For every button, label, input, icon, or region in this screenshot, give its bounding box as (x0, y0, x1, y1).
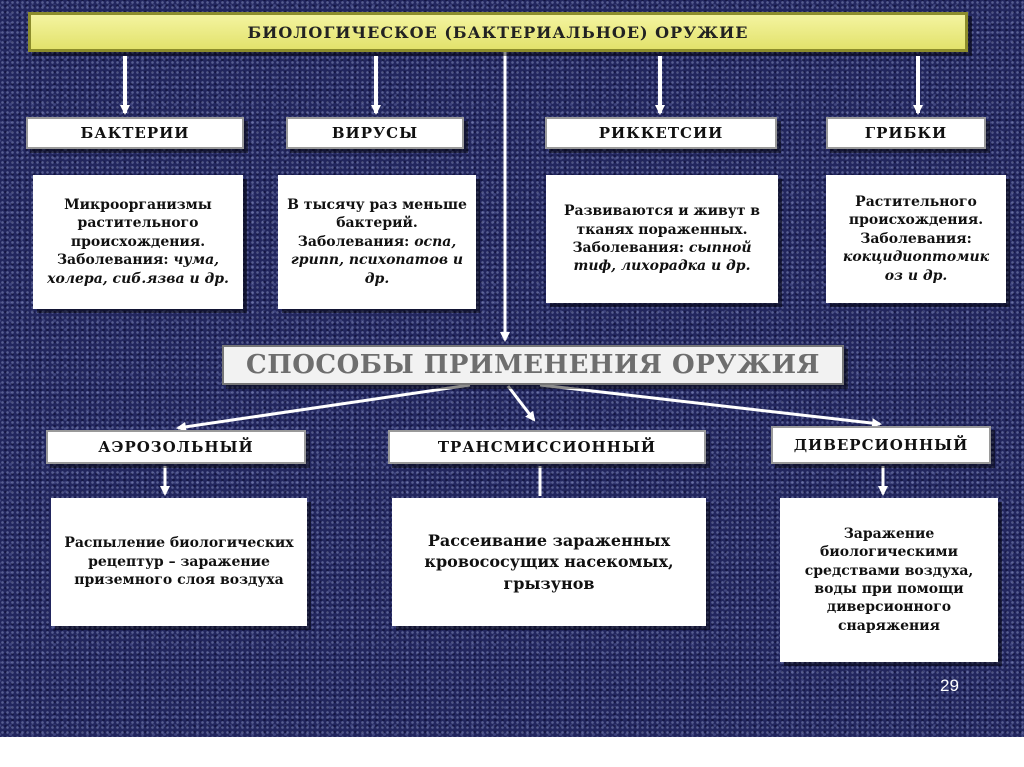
page-number: 29 (940, 676, 959, 695)
header-aerosol: АЭРОЗОЛЬНЫЙ (46, 430, 306, 464)
desc-rickettsia: Развиваются и живут в тканях пораженных. Заболевания: сыпной тиф, лихорадка и др. (546, 175, 778, 303)
desc-transmission: Рассеивание зараженных кровососущих насекомых, грызунов (392, 498, 706, 626)
desc-bacteria: Микроорганизмы растительного происхождения. Заболевания: чума, холера, сиб.язва и др. (33, 175, 243, 309)
header-rickettsia: РИККЕТСИИ (545, 117, 777, 149)
desc-fungi: Растительного происхождения. Заболевания: кокцидиоптомик оз и др. (826, 175, 1006, 303)
desc-viruses: В тысячу раз меньше бактерий. Заболевания: оспа, грипп, психопатов и др. (278, 175, 476, 309)
desc-diversion: Заражение биологическими средствами воздуха, воды при помощи диверсионного снаряжения (780, 498, 998, 662)
header-transmission: ТРАНСМИССИОННЫЙ (388, 430, 706, 464)
main-title: БИОЛОГИЧЕСКОЕ (БАКТЕРИАЛЬНОЕ) ОРУЖИЕ (28, 12, 968, 52)
arrow-to-diversion (540, 385, 880, 424)
header-viruses: ВИРУСЫ (286, 117, 464, 149)
desc-aerosol: Распыление биологических рецептур – заражение приземного слоя воздуха (51, 498, 307, 626)
slide-footer (0, 737, 1024, 767)
arrow-to-aerosol (178, 385, 470, 428)
header-bacteria: БАКТЕРИИ (26, 117, 244, 149)
header-diversion: ДИВЕРСИОННЫЙ (771, 426, 991, 464)
methods-title: СПОСОБЫ ПРИМЕНЕНИЯ ОРУЖИЯ (222, 345, 844, 385)
arrow-to-transmission (508, 386, 534, 420)
header-fungi: ГРИБКИ (826, 117, 986, 149)
